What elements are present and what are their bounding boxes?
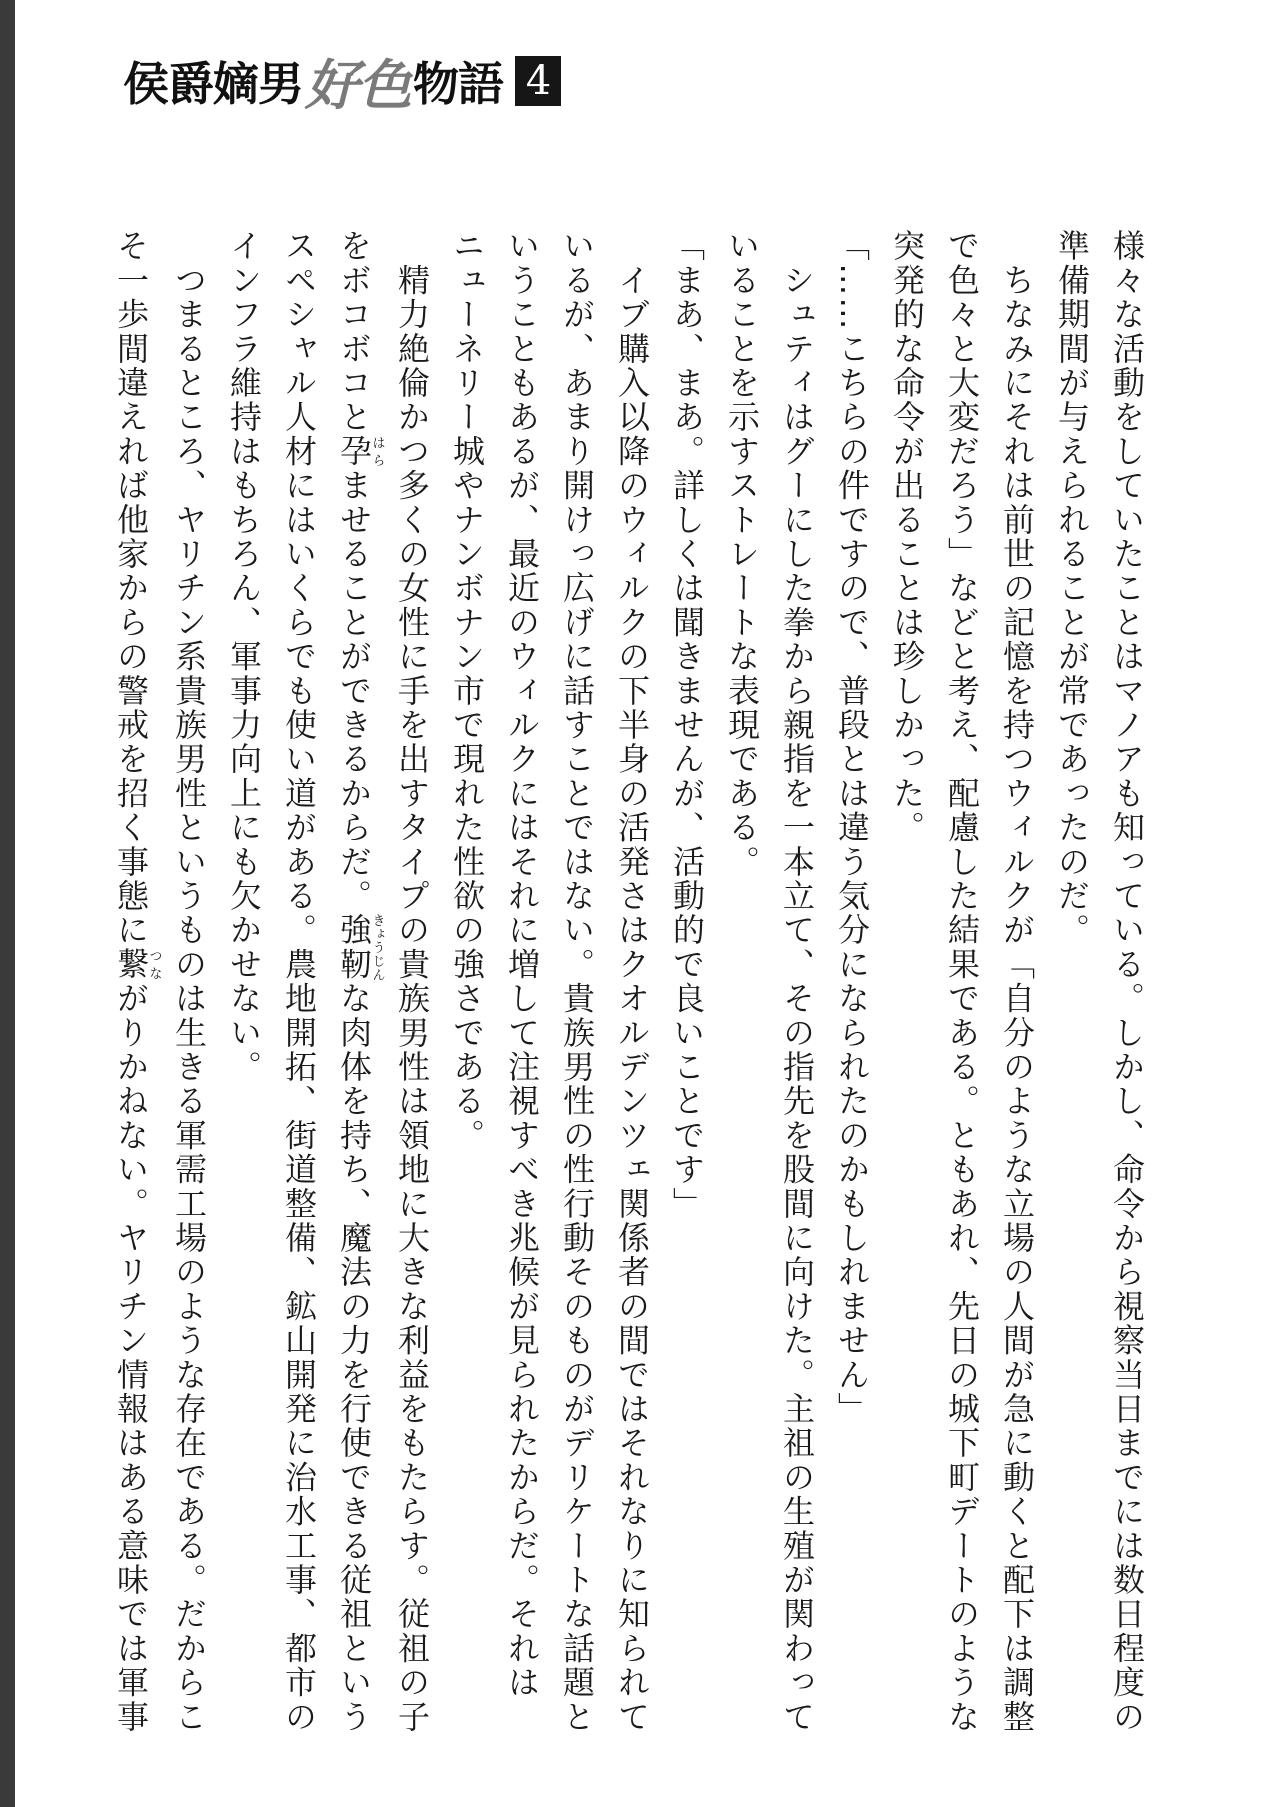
text-segment: スペシャル人材にはいくらでも使い道がある。農地開拓、街道整備、鉱山開発に治水工事、都市の — [280, 229, 318, 1734]
text-column — [934, 229, 989, 1734]
text-segment: 突発的な命令が出ることは珍しかった。 — [888, 229, 926, 845]
text-column — [1044, 229, 1099, 1669]
text-segment: いうこともあるが、最近のウィルクにはそれに増して注視すべき兆候が見られたからだ。それは — [503, 229, 541, 1700]
text-segment: な肉体を持ち、魔法の力を行使できる従祖という — [335, 981, 373, 1734]
volume-badge: 4 — [515, 56, 561, 106]
title-text-part2: 物語 — [413, 57, 503, 111]
viewer-edge-bar — [0, 0, 15, 1807]
text-column — [824, 229, 879, 1669]
text-column — [1099, 229, 1154, 1734]
text-column — [879, 229, 934, 1669]
text-column — [549, 229, 604, 1734]
text-column — [989, 229, 1044, 1734]
text-segment: 準備期間が与えられることが常であったのだ。 — [1053, 229, 1091, 948]
text-segment: つまるところ、ヤリチン系貴族男性というものは生きる軍需工場のような存在である。だからこ — [170, 229, 208, 1734]
text-column — [714, 229, 769, 1669]
text-segment: 「まあ、まあ。詳しくは聞きませんが、活動的で良いことです」 — [668, 229, 706, 1221]
ruby-annotated-word — [335, 913, 385, 982]
text-segment: いることを示すストレートな表現である。 — [723, 229, 761, 879]
text-column — [494, 229, 549, 1700]
text-segment: インフラ維持はもちろん、軍事力向上にも欠かせない。 — [225, 229, 263, 1084]
furigana: はら — [369, 434, 385, 469]
text-column — [216, 229, 271, 1669]
text-column — [161, 229, 216, 1734]
ruby-base: 強靭 — [335, 913, 373, 982]
text-column — [769, 229, 824, 1734]
text-column — [103, 229, 162, 1734]
title-text-accent: 好色 — [305, 52, 411, 117]
ruby-annotated-word — [112, 947, 162, 982]
text-segment: ちなみにそれは前世の記憶を持つウィルクが「自分のような立場の人間が急に動くと配下は調整 — [998, 229, 1036, 1734]
title-text-part1: 侯爵嫡男 — [123, 57, 303, 111]
furigana: きょうじん — [369, 913, 385, 982]
text-column — [384, 229, 439, 1734]
text-column — [439, 229, 494, 1669]
ruby-base: 繋 — [112, 947, 150, 982]
furigana: つな — [146, 947, 162, 982]
ruby-annotated-word — [335, 434, 385, 469]
text-segment: ませることができるからだ。 — [335, 468, 373, 914]
text-segment: イブ購入以降のウィルクの下半身の活発さはクオルデンツェ関係者の間ではそれなりに知られて — [613, 229, 651, 1734]
text-segment: がりかねない。ヤリチン情報はある意味では軍事 — [112, 981, 150, 1734]
novel-body-text — [109, 229, 1154, 1734]
text-segment: 様々な活動をしていたことはマノアも知っている。しかし、命令から視察当日までには数日程度の — [1108, 229, 1146, 1734]
text-segment: 「……こちらの件ですので、普段とは違う気分になられたのかもしれません」 — [833, 229, 871, 1426]
text-segment: で色々と大変だろう」などと考え、配慮した結果である。ともあれ、先日の城下町デートのような — [943, 229, 981, 1734]
ruby-base: 孕 — [335, 434, 373, 469]
text-segment: そ一歩間違えれば他家からの警戒を招く事態に — [112, 229, 150, 948]
book-title — [123, 50, 561, 117]
text-column — [659, 229, 714, 1669]
text-segment: シュティはグーにした拳から親指を一本立て、その指先を股間に向けた。主祖の生殖が関わって — [778, 229, 816, 1734]
text-column — [326, 229, 385, 1734]
text-segment: いるが、あまり開けっ広げに話すことではない。貴族男性の性行動そのものがデリケートな話題と — [558, 229, 596, 1734]
text-column — [271, 229, 326, 1734]
text-column — [604, 229, 659, 1734]
text-segment: ニューネリー城やナンボナン市で現れた性欲の強さである。 — [448, 229, 486, 1153]
text-segment: 精力絶倫かつ多くの女性に手を出すタイプの貴族男性は領地に大きな利益をもたらす。従祖の子 — [393, 229, 431, 1734]
text-segment: をボコボコと — [335, 229, 373, 435]
